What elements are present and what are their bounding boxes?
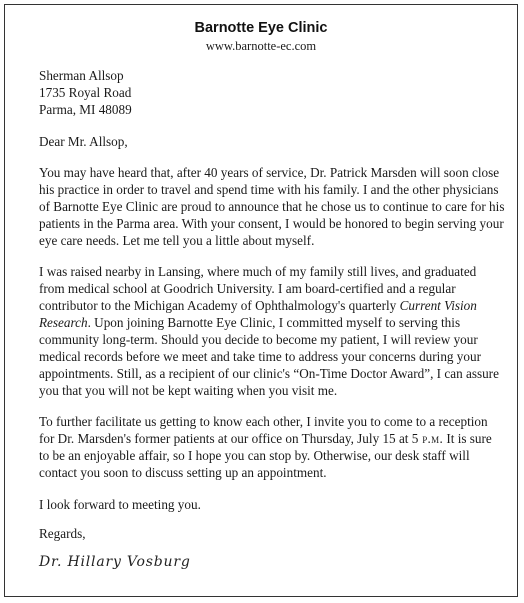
paragraph-1: You may have heard that, after 40 years of service, Dr. Patrick Marsden will soon close his practice in order to travel and spend time with his family. I and the other physicians of Barnotte Eye Clinic are proud to announce that he chose us to continue to care for his patients in the Parma area. With your consent, I would be honored to begin serving your eye care needs. Let me tell you a little about myself.: [39, 165, 505, 248]
paragraph-3-part-1: To further facilitate us getting to know each other, I invite you to come to a reception for Dr. Marsden's former patients at our office on Thursday, July 15 at: [39, 414, 488, 446]
letterhead: [5, 19, 517, 54]
sign-off: Regards,: [39, 526, 86, 541]
recipient-city: Parma, MI 48089: [39, 102, 132, 117]
paragraph-2-part-1: I was raised nearby in Lansing, where much of my family still lives, and graduated from medical school at Goodrich University. I am board-certified and a regular contributor to the Michigan Academy of Ophthalmology's quarterly: [39, 264, 477, 313]
reception-time: 5 p.m.: [411, 431, 444, 446]
paragraph-2-part-2: . Upon joining Barnotte Eye Clinic, I committed myself to serving this community long-term. Should you decide to become my patient, I will review your medical records before we meet and take time to address your concerns during your appointments. Still, as a recipient of our clinic's “On-Time Doctor Award”, I can assure you that you will not be kept waiting when you visit me.: [39, 315, 499, 398]
clinic-website: www.barnotte-ec.com: [205, 39, 317, 53]
recipient-name: Sherman Allsop: [39, 68, 124, 83]
paragraph-3-part-2: It is sure to be an enjoyable affair, so I hope you can stop by. Otherwise, our desk staff will contact you soon to discuss setting up an appointment.: [39, 431, 492, 480]
paragraph-2: [39, 263, 505, 399]
letter-frame: [4, 4, 518, 597]
recipient-street: 1735 Royal Road: [39, 85, 132, 100]
clinic-name: Barnotte Eye Clinic: [194, 20, 328, 36]
letter-body: [39, 67, 505, 571]
recipient-address: [39, 67, 505, 118]
signature: Dr. Hillary Vosburg: [39, 554, 191, 570]
salutation: Dear Mr. Allsop,: [39, 134, 128, 149]
journal-title: Current Vision Research: [39, 298, 477, 330]
paragraph-3: [39, 413, 505, 481]
closing-line: I look forward to meeting you.: [39, 497, 201, 512]
